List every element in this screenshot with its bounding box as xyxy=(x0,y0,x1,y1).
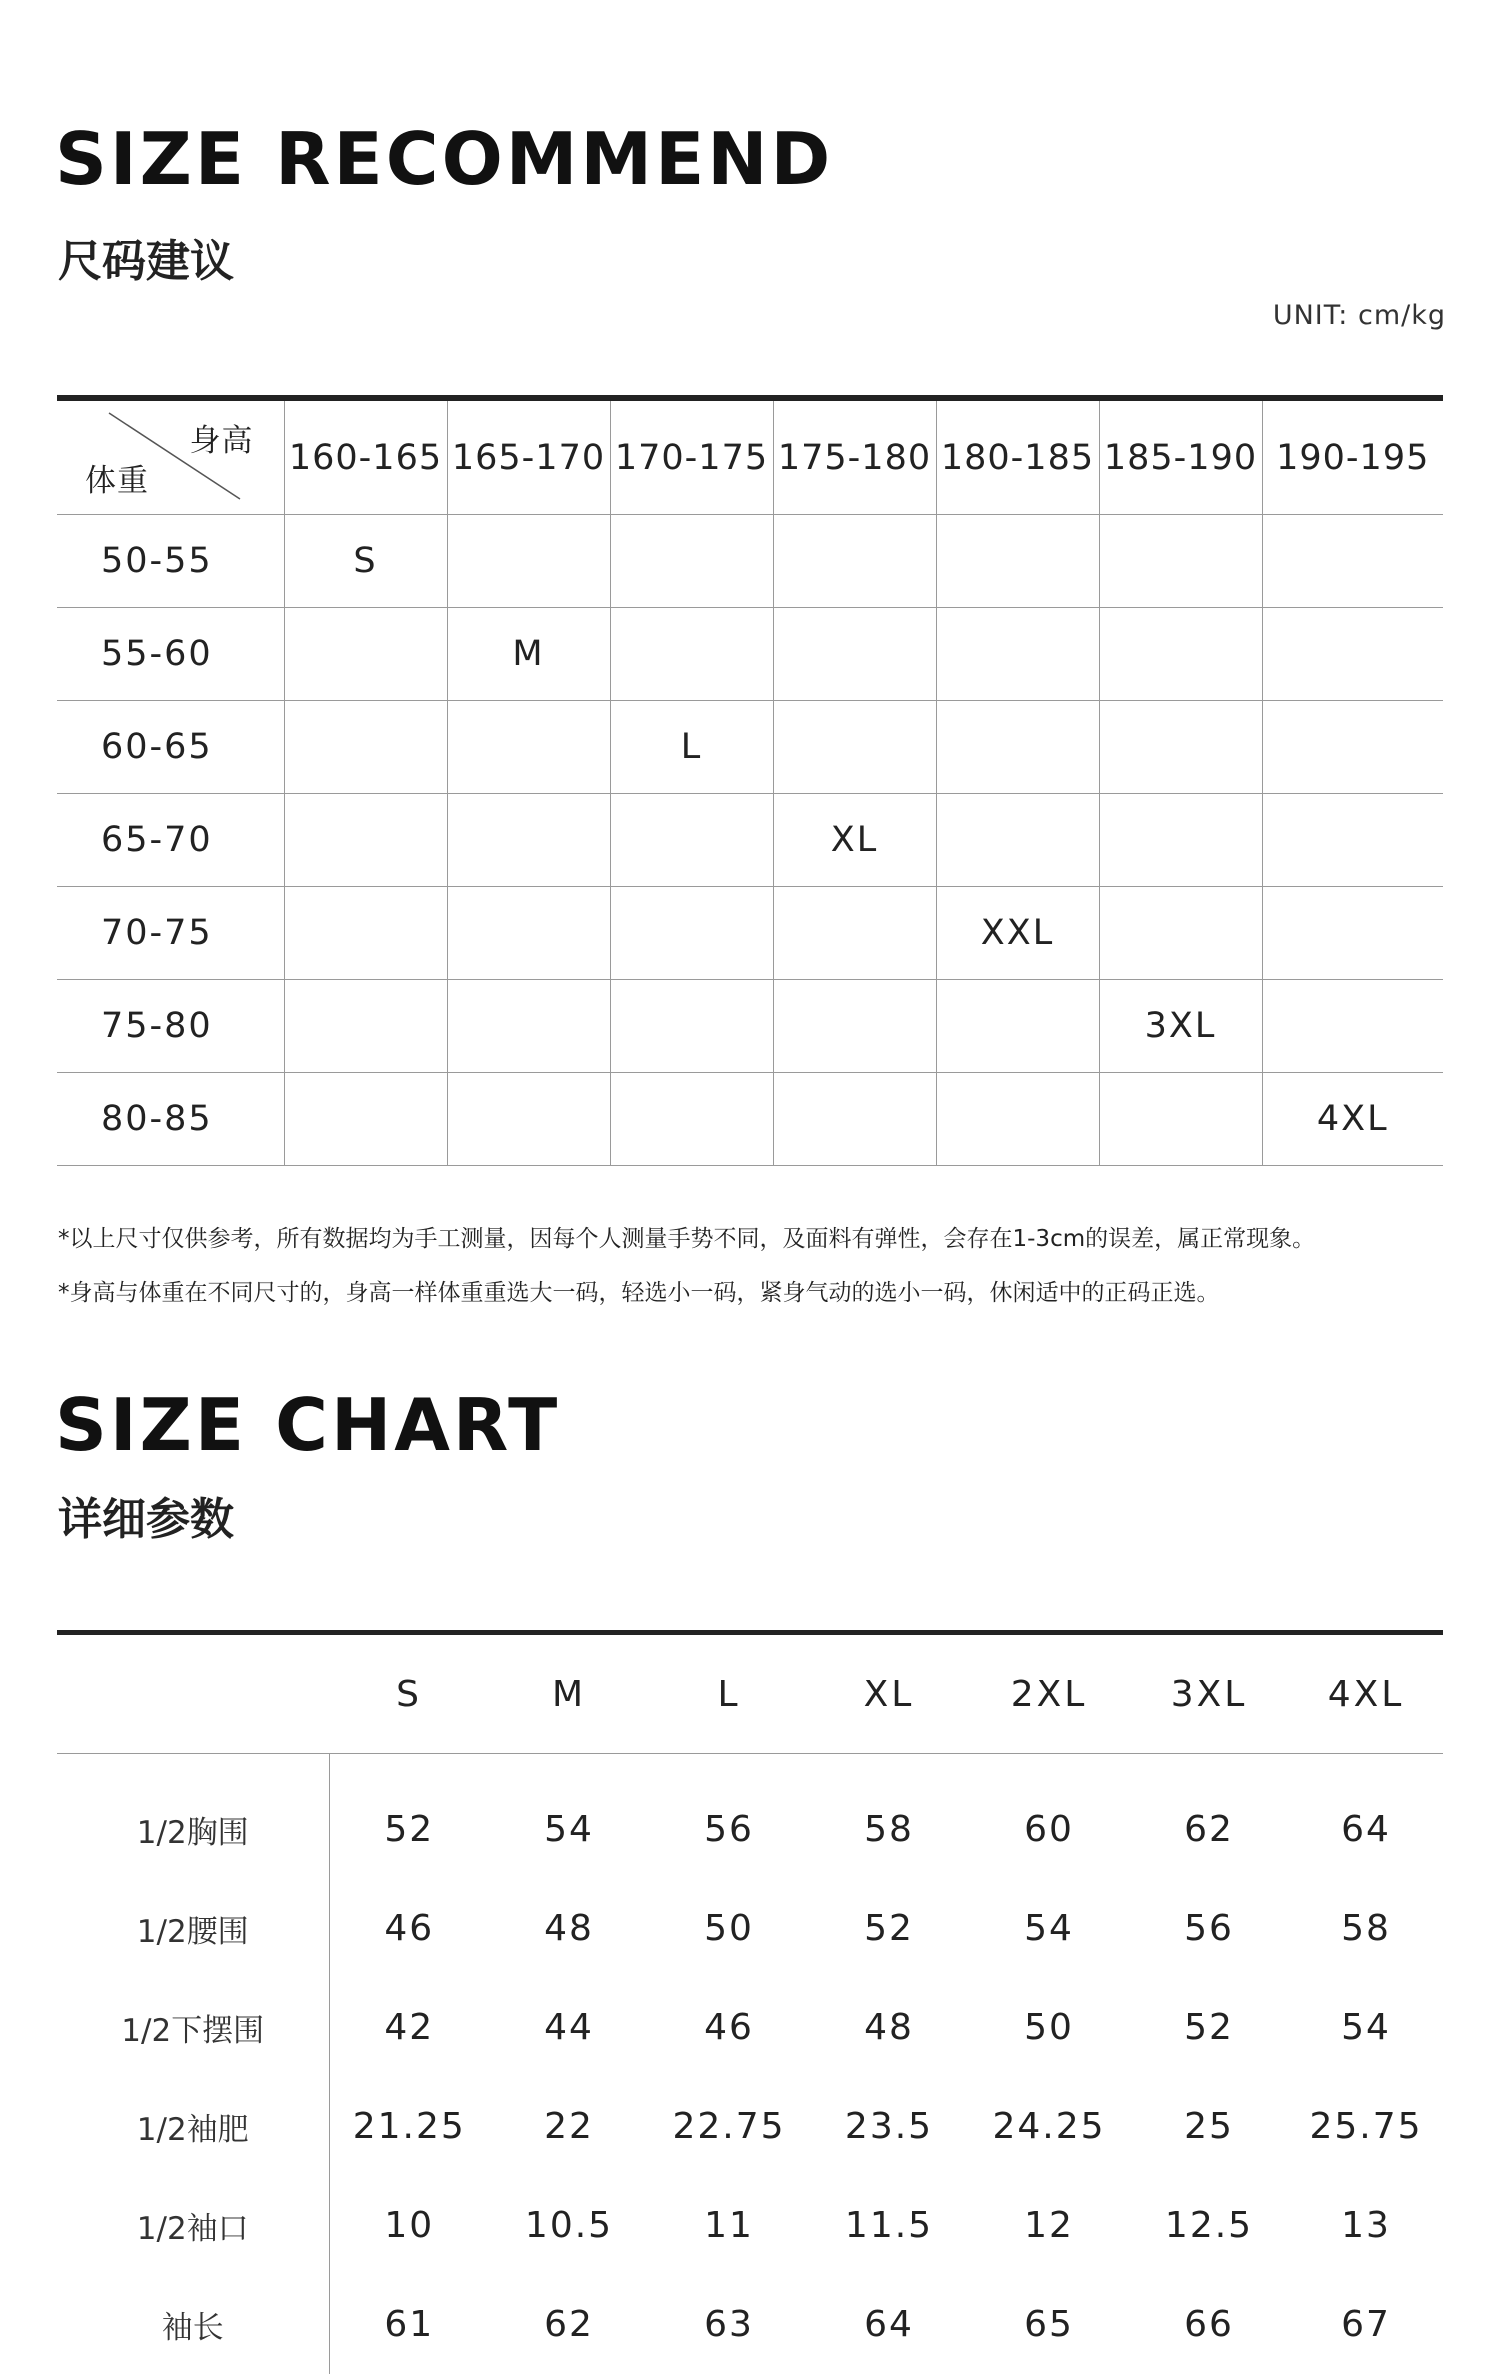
size-cell xyxy=(284,794,447,887)
weight-range-cell: 50-55 xyxy=(57,515,284,608)
size-cell xyxy=(1262,887,1443,980)
size-cell xyxy=(773,980,936,1073)
table-row xyxy=(57,2275,1443,2374)
measurement-value: 23.5 xyxy=(844,2106,934,2147)
table-row xyxy=(57,887,1443,980)
measurement-value: 62 xyxy=(544,2304,594,2345)
measurement-value: 25.75 xyxy=(1309,2106,1423,2147)
measurement-value: 54 xyxy=(544,1809,594,1850)
size-recommend-table xyxy=(57,395,1443,1166)
measurement-value: 10.5 xyxy=(524,2205,614,2246)
measurement-value: 12.5 xyxy=(1164,2205,1254,2246)
size-cell xyxy=(1099,608,1262,701)
size-cell xyxy=(1099,701,1262,794)
size-cell xyxy=(284,608,447,701)
unit-label: UNIT: cm/kg xyxy=(1272,300,1446,331)
measurement-value: 11.5 xyxy=(844,2205,934,2246)
empty-corner-cell xyxy=(57,1633,329,1754)
table-row xyxy=(57,1879,1443,1978)
size-cell xyxy=(1099,515,1262,608)
measurement-value: 63 xyxy=(704,2304,754,2345)
height-header: 170-175 xyxy=(610,398,773,515)
size-cell: L xyxy=(610,701,773,794)
size-recommend-subtitle: 尺码建议 xyxy=(58,236,234,287)
measurement-value: 54 xyxy=(1341,2007,1391,2048)
size-notes xyxy=(58,1212,1315,1320)
table-row xyxy=(57,794,1443,887)
size-cell xyxy=(1262,794,1443,887)
table-row xyxy=(57,701,1443,794)
weight-axis-label: 体重 xyxy=(85,463,149,499)
size-cell: 3XL xyxy=(1099,980,1262,1073)
table-row xyxy=(57,980,1443,1073)
measurement-value: 46 xyxy=(384,1908,435,1949)
measurement-value: 52 xyxy=(864,1908,914,1949)
size-cell xyxy=(773,701,936,794)
measurement-value: 64 xyxy=(864,2304,914,2345)
measurement-value: 50 xyxy=(704,1908,754,1949)
weight-range-cell: 65-70 xyxy=(57,794,284,887)
weight-range-cell: 80-85 xyxy=(57,1073,284,1166)
size-cell xyxy=(610,794,773,887)
table-row xyxy=(57,1073,1443,1166)
size-cell: XXL xyxy=(936,887,1099,980)
size-cell xyxy=(773,515,936,608)
corner-header-cell xyxy=(57,398,284,515)
size-cell xyxy=(284,980,447,1073)
measurement-value: 58 xyxy=(864,1809,914,1850)
measurement-value: 64 xyxy=(1341,1809,1391,1850)
size-cell xyxy=(610,1073,773,1166)
measurement-value: 13 xyxy=(1341,2205,1391,2246)
size-header: 3XL xyxy=(1129,1633,1289,1754)
measurement-label: 1/2胸围 xyxy=(57,1754,329,1880)
size-cell xyxy=(936,515,1099,608)
size-header: XL xyxy=(809,1633,969,1754)
size-cell xyxy=(610,515,773,608)
measurement-value: 48 xyxy=(864,2007,914,2048)
height-axis-label: 身高 xyxy=(189,423,254,459)
size-cell xyxy=(1099,1073,1262,1166)
size-chart-subtitle: 详细参数 xyxy=(58,1494,234,1545)
weight-range-cell: 75-80 xyxy=(57,980,284,1073)
size-cell xyxy=(936,794,1099,887)
size-header: 2XL xyxy=(969,1633,1129,1754)
note-line: *以上尺寸仅供参考，所有数据均为手工测量，因每个人测量手势不同，及面料有弹性，会存在1-3cm的误差，属正常现象。 xyxy=(58,1226,1316,1252)
size-cell xyxy=(1099,887,1262,980)
height-header: 190-195 xyxy=(1262,398,1443,515)
measurement-value: 25 xyxy=(1184,2106,1234,2147)
table-row xyxy=(57,2176,1443,2275)
size-cell xyxy=(773,887,936,980)
size-recommend-title: SIZE RECOMMEND xyxy=(55,117,834,201)
measurement-value: 48 xyxy=(544,1908,594,1949)
measurement-value: 11 xyxy=(704,2205,754,2246)
size-header: L xyxy=(649,1633,809,1754)
table-row xyxy=(57,1978,1443,2077)
size-cell xyxy=(1262,515,1443,608)
size-cell: 4XL xyxy=(1262,1073,1443,1166)
measurement-label: 1/2腰围 xyxy=(57,1879,329,1978)
measurement-value: 61 xyxy=(384,2304,435,2345)
size-cell: XL xyxy=(773,794,936,887)
height-header: 175-180 xyxy=(773,398,936,515)
size-cell xyxy=(284,1073,447,1166)
measurement-value: 21.25 xyxy=(352,2106,466,2147)
measurement-value: 54 xyxy=(1024,1908,1074,1949)
size-header-row xyxy=(57,1633,1443,1754)
size-header: M xyxy=(489,1633,649,1754)
size-chart-table xyxy=(57,1630,1443,2374)
measurement-value: 50 xyxy=(1024,2007,1074,2048)
measurement-value: 62 xyxy=(1184,1809,1234,1850)
weight-range-cell: 55-60 xyxy=(57,608,284,701)
measurement-value: 12 xyxy=(1024,2205,1074,2246)
measurement-value: 22 xyxy=(544,2106,594,2147)
size-cell xyxy=(610,608,773,701)
table-row xyxy=(57,1754,1443,1880)
size-chart-title: SIZE CHART xyxy=(55,1383,561,1467)
height-header: 160-165 xyxy=(284,398,447,515)
measurement-value: 56 xyxy=(1184,1908,1234,1949)
size-cell xyxy=(447,887,610,980)
height-header: 180-185 xyxy=(936,398,1099,515)
measurement-value: 67 xyxy=(1341,2304,1391,2345)
measurement-value: 10 xyxy=(384,2205,435,2246)
height-header: 165-170 xyxy=(447,398,610,515)
size-cell xyxy=(447,980,610,1073)
size-cell xyxy=(773,1073,936,1166)
weight-range-cell: 60-65 xyxy=(57,701,284,794)
size-cell xyxy=(447,515,610,608)
size-cell xyxy=(1262,980,1443,1073)
weight-range-cell: 70-75 xyxy=(57,887,284,980)
size-cell: S xyxy=(284,515,447,608)
measurement-value: 66 xyxy=(1184,2304,1234,2345)
measurement-label: 1/2下摆围 xyxy=(57,1978,329,2077)
size-cell xyxy=(447,1073,610,1166)
measurement-label: 1/2袖口 xyxy=(57,2176,329,2275)
measurement-value: 52 xyxy=(384,1809,435,1850)
measurement-label: 1/2袖肥 xyxy=(57,2077,329,2176)
measurement-value: 56 xyxy=(704,1809,754,1850)
measurement-value: 52 xyxy=(1184,2007,1234,2048)
size-cell xyxy=(936,608,1099,701)
size-cell xyxy=(610,980,773,1073)
size-cell xyxy=(936,1073,1099,1166)
size-cell xyxy=(773,608,936,701)
size-cell xyxy=(1262,701,1443,794)
height-header-row xyxy=(57,398,1443,515)
size-cell xyxy=(447,794,610,887)
size-cell xyxy=(284,701,447,794)
measurement-value: 65 xyxy=(1024,2304,1074,2345)
size-cell xyxy=(447,701,610,794)
size-cell: M xyxy=(447,608,610,701)
table-row xyxy=(57,515,1443,608)
measurement-value: 46 xyxy=(704,2007,754,2048)
measurement-label: 袖长 xyxy=(57,2275,329,2374)
note-line: *身高与体重在不同尺寸的，身高一样体重重选大一码，轻选小一码，紧身气动的选小一码，休闲适中的正码正选。 xyxy=(58,1280,1220,1306)
height-header: 185-190 xyxy=(1099,398,1262,515)
size-cell xyxy=(610,887,773,980)
size-cell xyxy=(936,980,1099,1073)
size-cell xyxy=(1262,608,1443,701)
measurement-value: 42 xyxy=(384,2007,435,2048)
measurement-value: 22.75 xyxy=(672,2106,786,2147)
table-row xyxy=(57,608,1443,701)
size-cell xyxy=(1099,794,1262,887)
size-header: S xyxy=(329,1633,489,1754)
measurement-value: 60 xyxy=(1024,1809,1074,1850)
size-header: 4XL xyxy=(1289,1633,1443,1754)
size-cell xyxy=(936,701,1099,794)
table-row xyxy=(57,2077,1443,2176)
measurement-value: 58 xyxy=(1341,1908,1391,1949)
measurement-value: 24.25 xyxy=(992,2106,1106,2147)
size-cell xyxy=(284,887,447,980)
measurement-value: 44 xyxy=(544,2007,594,2048)
